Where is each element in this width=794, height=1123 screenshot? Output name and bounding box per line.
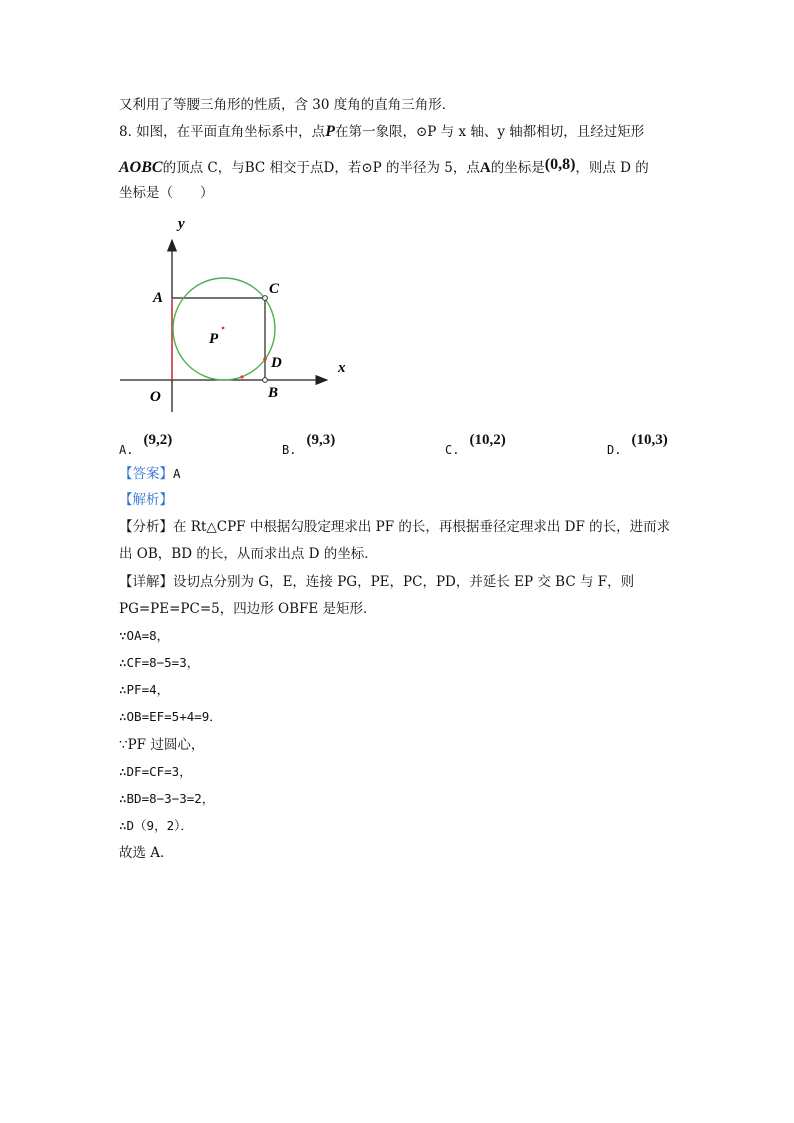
question-text-4: 的坐标是 — [490, 160, 545, 176]
step-line: ∴D（9，2）． — [119, 818, 193, 833]
step-line: ∵OA=8， — [119, 628, 170, 643]
label-y: y — [178, 216, 185, 232]
label-c: C — [269, 281, 280, 297]
option-d-label: D. — [607, 443, 622, 457]
answer-value: A — [173, 466, 181, 481]
fenxi-line-1 — [119, 518, 670, 536]
option-a-label: A. — [119, 443, 134, 457]
tangent-point-dot — [240, 375, 243, 378]
option-c-value: (10,2) — [469, 432, 506, 448]
geometry-figure — [115, 212, 355, 412]
question-line-2 — [119, 156, 649, 177]
xiangjie-line-2: PG=PE=PC=5，四边形 OBFE 是矩形． — [119, 601, 377, 617]
answer-tag: 【答案】 — [119, 466, 173, 482]
option-b-value: (9,3) — [306, 432, 336, 448]
label-d: D — [271, 355, 282, 371]
label-b: B — [268, 385, 279, 401]
option-a[interactable] — [119, 432, 172, 457]
answer-line — [119, 465, 181, 483]
option-c[interactable] — [445, 432, 506, 457]
question-text-2: 在第一象限，⊙P 与 x 轴、y 轴都相切，且经过矩形 — [334, 124, 645, 140]
circle-p — [173, 278, 275, 380]
label-p: P — [209, 331, 219, 347]
step-line: ∴PF=4， — [119, 682, 170, 697]
question-text-3: 的顶点 C，与BC 相交于点D，若⊙P 的半径为 5，点 — [162, 160, 480, 176]
step-line: ∴CF=8−5=3， — [119, 655, 200, 670]
label-o: O — [150, 389, 161, 405]
point-a-label: A — [479, 160, 491, 176]
fenxi-text-1: 在 Rt△CPF 中根据勾股定理求出 PF 的长，再根据垂径定理求出 DF 的长，进而求 — [173, 519, 671, 535]
label-a: A — [153, 290, 164, 306]
option-d[interactable] — [607, 432, 668, 457]
question-text-5: ，则点 D 的 — [575, 160, 649, 176]
question-line-1 — [119, 123, 644, 141]
rectangle-aobc — [172, 298, 265, 380]
option-b-label: B. — [282, 443, 297, 457]
coord-a-value: (0,8) — [544, 156, 576, 173]
option-d-value: (10,3) — [631, 432, 668, 448]
fenxi-tag: 【分析】 — [119, 519, 173, 535]
point-p-label: P — [325, 123, 335, 140]
fenxi-line-2: 出 OB，BD 的长，从而求出点 D 的坐标． — [119, 546, 378, 562]
option-b[interactable] — [282, 432, 335, 457]
analysis-tag-line — [119, 491, 173, 509]
option-c-label: C. — [445, 443, 460, 457]
xiangjie-tag: 【详解】 — [119, 574, 173, 590]
intro-line: 又利用了等腰三角形的性质，含 30 度角的直角三角形． — [119, 97, 456, 113]
point-c — [263, 296, 268, 301]
xiangjie-line-1 — [119, 573, 634, 591]
xiangjie-text-1: 设切点分别为 G，E，连接 PG，PE，PC，PD，并延长 EP 交 BC 与 F，则 — [173, 574, 635, 590]
question-text-1: 如图，在平面直角坐标系中，点 — [136, 124, 326, 140]
step-line: ∴DF=CF=3， — [119, 764, 192, 779]
rectangle-aobc-label: AOBC — [119, 159, 163, 176]
point-p-dot — [222, 327, 225, 330]
step-line: ∴BD=8−3−3=2， — [119, 791, 215, 806]
label-x: x — [338, 360, 346, 376]
conclusion-line: 故选 A． — [119, 845, 174, 861]
point-b — [263, 378, 268, 383]
question-number: 8. — [119, 124, 132, 140]
question-line-3: 坐标是（ ） — [119, 185, 214, 201]
analysis-tag: 【解析】 — [119, 492, 173, 508]
point-d-dot — [263, 357, 267, 361]
step-line: ∴OB=EF=5+4=9． — [119, 709, 222, 724]
option-a-value: (9,2) — [143, 432, 173, 448]
step-line: ∵PF 过圆心， — [119, 737, 205, 753]
